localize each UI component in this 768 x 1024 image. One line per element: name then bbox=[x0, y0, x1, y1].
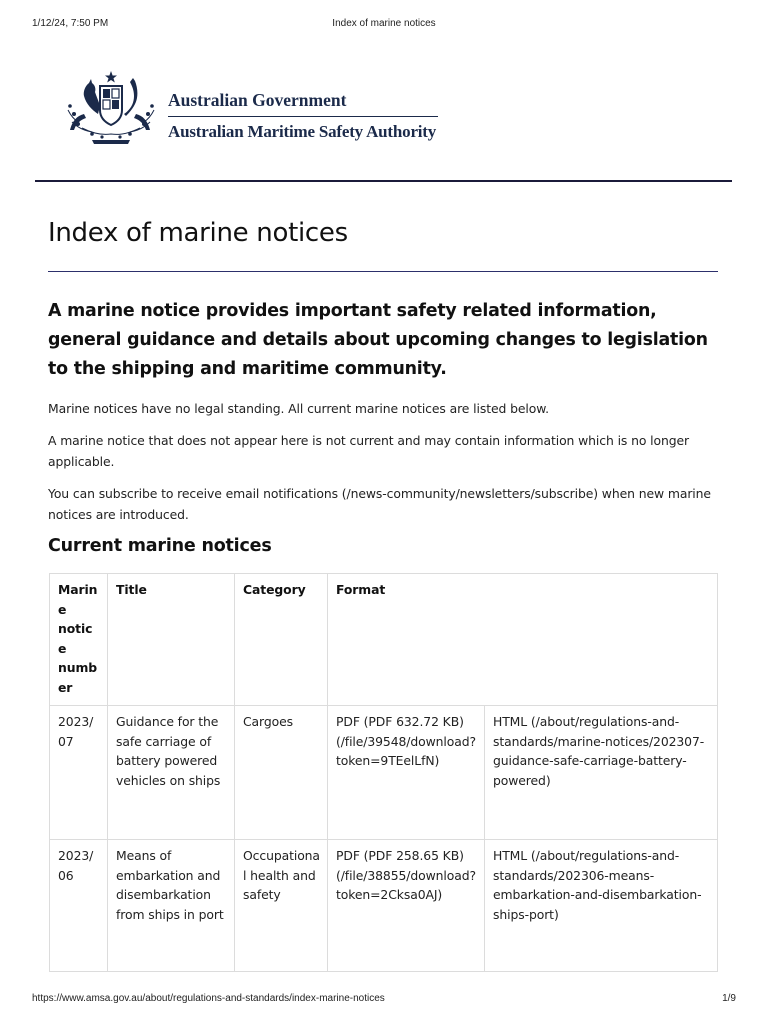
pdf-link[interactable]: PDF (PDF 258.65 KB) (/file/38855/download?token=2Cksa0AJ) bbox=[328, 840, 485, 972]
html-link[interactable]: HTML (/about/regulations-and-standards/202306-means-embarkation-and-disembarkation-ships-port) bbox=[485, 840, 718, 972]
paragraph-subscribe: You can subscribe to receive email notifications (/news-community/newsletters/subscribe) when new marine notices are introduced. bbox=[48, 486, 711, 522]
header-format: Format bbox=[328, 574, 718, 706]
lead-paragraph: A marine notice provides important safety related information, general guidance and details about upcoming changes to legislation to the shipping and maritime community. bbox=[48, 301, 708, 379]
notice-title: Means of embarkation and disembarkation from ships in port bbox=[108, 840, 235, 972]
table-row bbox=[50, 706, 718, 840]
section-heading: Current marine notices bbox=[48, 536, 272, 556]
html-link[interactable]: HTML (/about/regulations-and-standards/marine-notices/202307-guidance-safe-carriage-battery-powered) bbox=[485, 706, 718, 840]
pdf-link[interactable]: PDF (PDF 632.72 KB) (/file/39548/download?token=9TEelLfN) bbox=[328, 706, 485, 840]
logo-divider bbox=[168, 116, 438, 117]
government-name: Australian Government bbox=[168, 90, 347, 110]
marine-notices-table bbox=[49, 573, 718, 972]
paragraph-legal-standing: Marine notices have no legal standing. All current marine notices are listed below. bbox=[48, 401, 549, 416]
page-url: https://www.amsa.gov.au/about/regulations-and-standards/index-marine-notices bbox=[32, 993, 385, 1004]
notice-title: Guidance for the safe carriage of battery powered vehicles on ships bbox=[108, 706, 235, 840]
notice-category: Occupational health and safety bbox=[235, 840, 328, 972]
header-divider bbox=[35, 180, 732, 182]
page-title: Index of marine notices bbox=[48, 218, 348, 248]
table-row bbox=[50, 840, 718, 972]
print-document-title: Index of marine notices bbox=[332, 18, 436, 29]
header-category: Category bbox=[235, 574, 328, 706]
title-divider bbox=[48, 271, 718, 272]
paragraph-not-current: A marine notice that does not appear here is not current and may contain information which is no longer applicable. bbox=[48, 433, 690, 469]
agency-logo[interactable] bbox=[62, 70, 452, 150]
coat-of-arms-icon bbox=[62, 70, 160, 146]
page-number: 1/9 bbox=[722, 993, 736, 1004]
notice-category: Cargoes bbox=[235, 706, 328, 840]
notice-number: 2023/07 bbox=[50, 706, 108, 840]
header-title: Title bbox=[108, 574, 235, 706]
notice-number: 2023/06 bbox=[50, 840, 108, 972]
table-header-row bbox=[50, 574, 718, 706]
agency-name: Australian Maritime Safety Authority bbox=[168, 122, 437, 141]
print-datetime: 1/12/24, 7:50 PM bbox=[32, 18, 109, 29]
header-number: Marine notice number bbox=[50, 574, 108, 706]
